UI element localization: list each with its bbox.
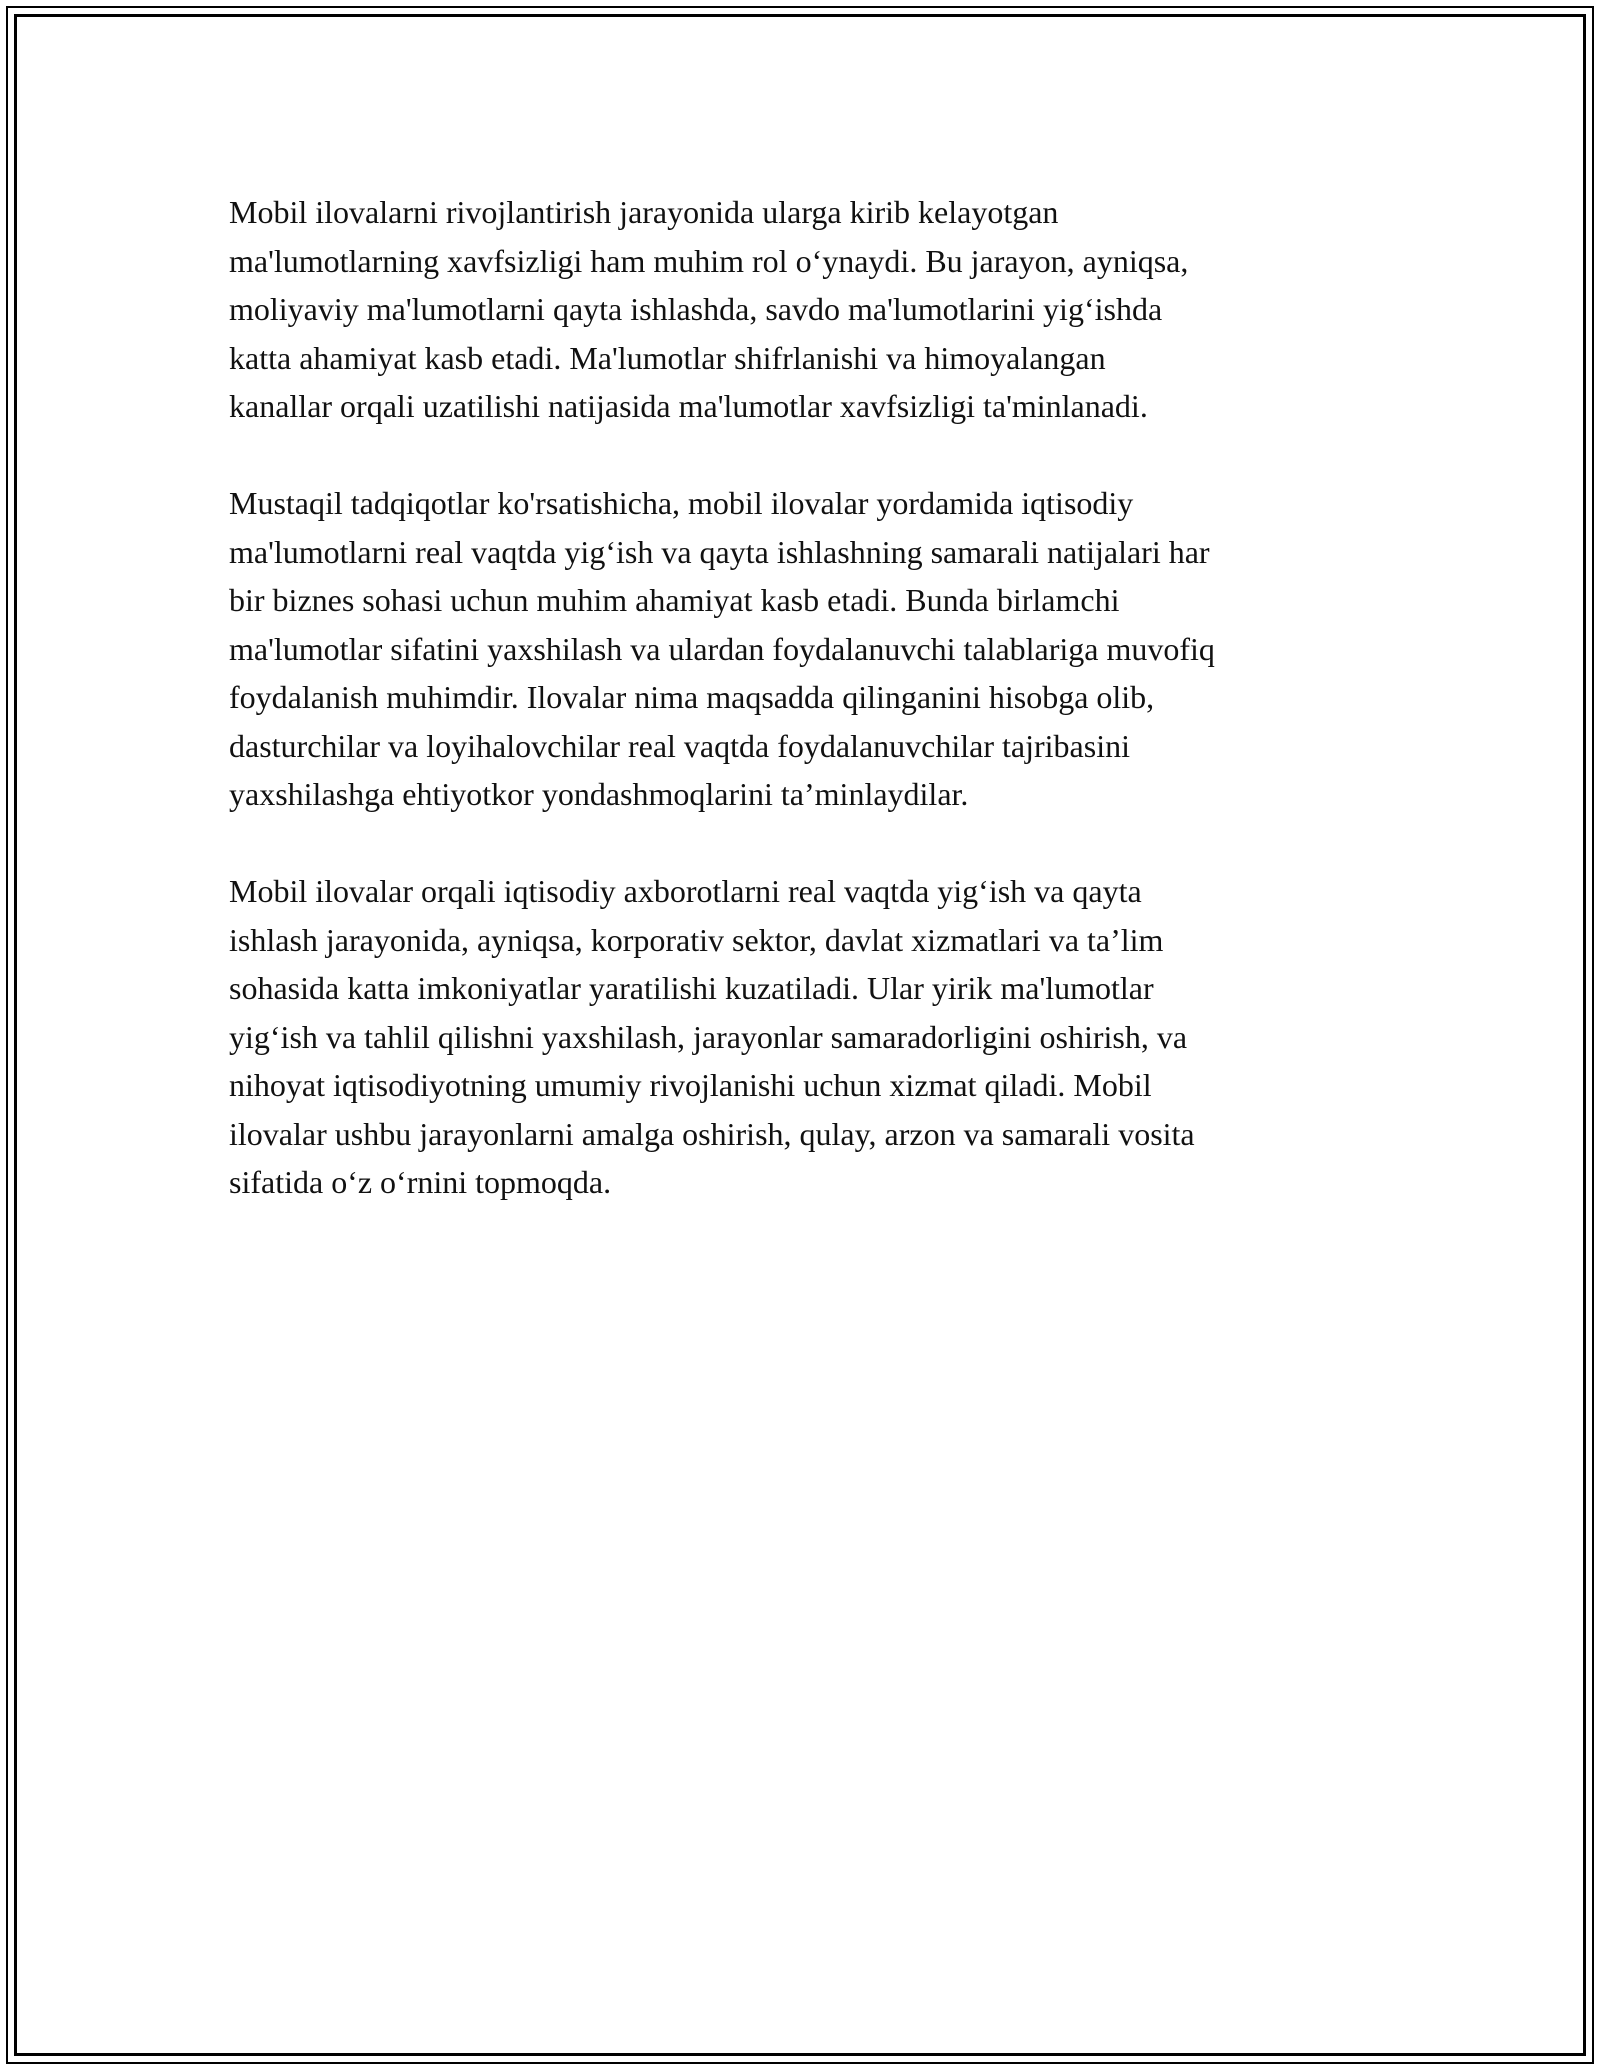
paragraph-2: Mustaqil tadqiqotlar ko'rsatishicha, mobil ilovalar yordamida iqtisodiy ma'lumotlarni real vaqtda yig‘ish va qayta ishlashning samarali natijalari har bir biznes sohasi uchun muhim ahamiyat kasb etadi. Bunda birlamchi ma'lumotlar sifatini yaxshilash va ulardan foydalanuvchi talablariga muvofiq foydalanish muhimdir. Ilovalar nima maqsadda qilinganini hisobga olib, dasturchilar va loyihalovchilar real vaqtda foydalanuvchilar tajribasini yaxshilashga ehtiyotkor yondashmoqlarini ta’minlaydilar. <box>229 485 1215 812</box>
paragraph-1: Mobil ilovalarni rivojlantirish jarayonida ularga kirib kelayotgan ma'lumotlarning xavfsizligi ham muhim rol o‘ynaydi. Bu jarayon, ayniqsa, moliyaviy ma'lumotlarni qayta ishlashda, savdo ma'lumotlarini yig‘ishda katta ahamiyat kasb etadi. Ma'lumotlar shifrlanishi va himoyalangan kanallar orqali uzatilishi natijasida ma'lumotlar xavfsizligi ta'minlanadi. <box>229 194 1189 424</box>
paragraph-3: Mobil ilovalar orqali iqtisodiy axborotlarni real vaqtda yig‘ish va qayta ishlash jarayonida, ayniqsa, korporativ sektor, davlat xizmatlari va ta’lim sohasida katta imkoniyatlar yaratilishi kuzatiladi. Ular yirik ma'lumotlar yig‘ish va tahlil qilishni yaxshilash, jarayonlar samaradorligini oshirish, va nihoyat iqtisodiyotning umumiy rivojlanishi uchun xizmat qiladi. Mobil ilovalar ushbu jarayonlarni amalga oshirish, qulay, arzon va samarali vosita sifatida o‘z o‘rnini topmoqda. <box>229 873 1195 1200</box>
document-body <box>229 188 1379 1255</box>
